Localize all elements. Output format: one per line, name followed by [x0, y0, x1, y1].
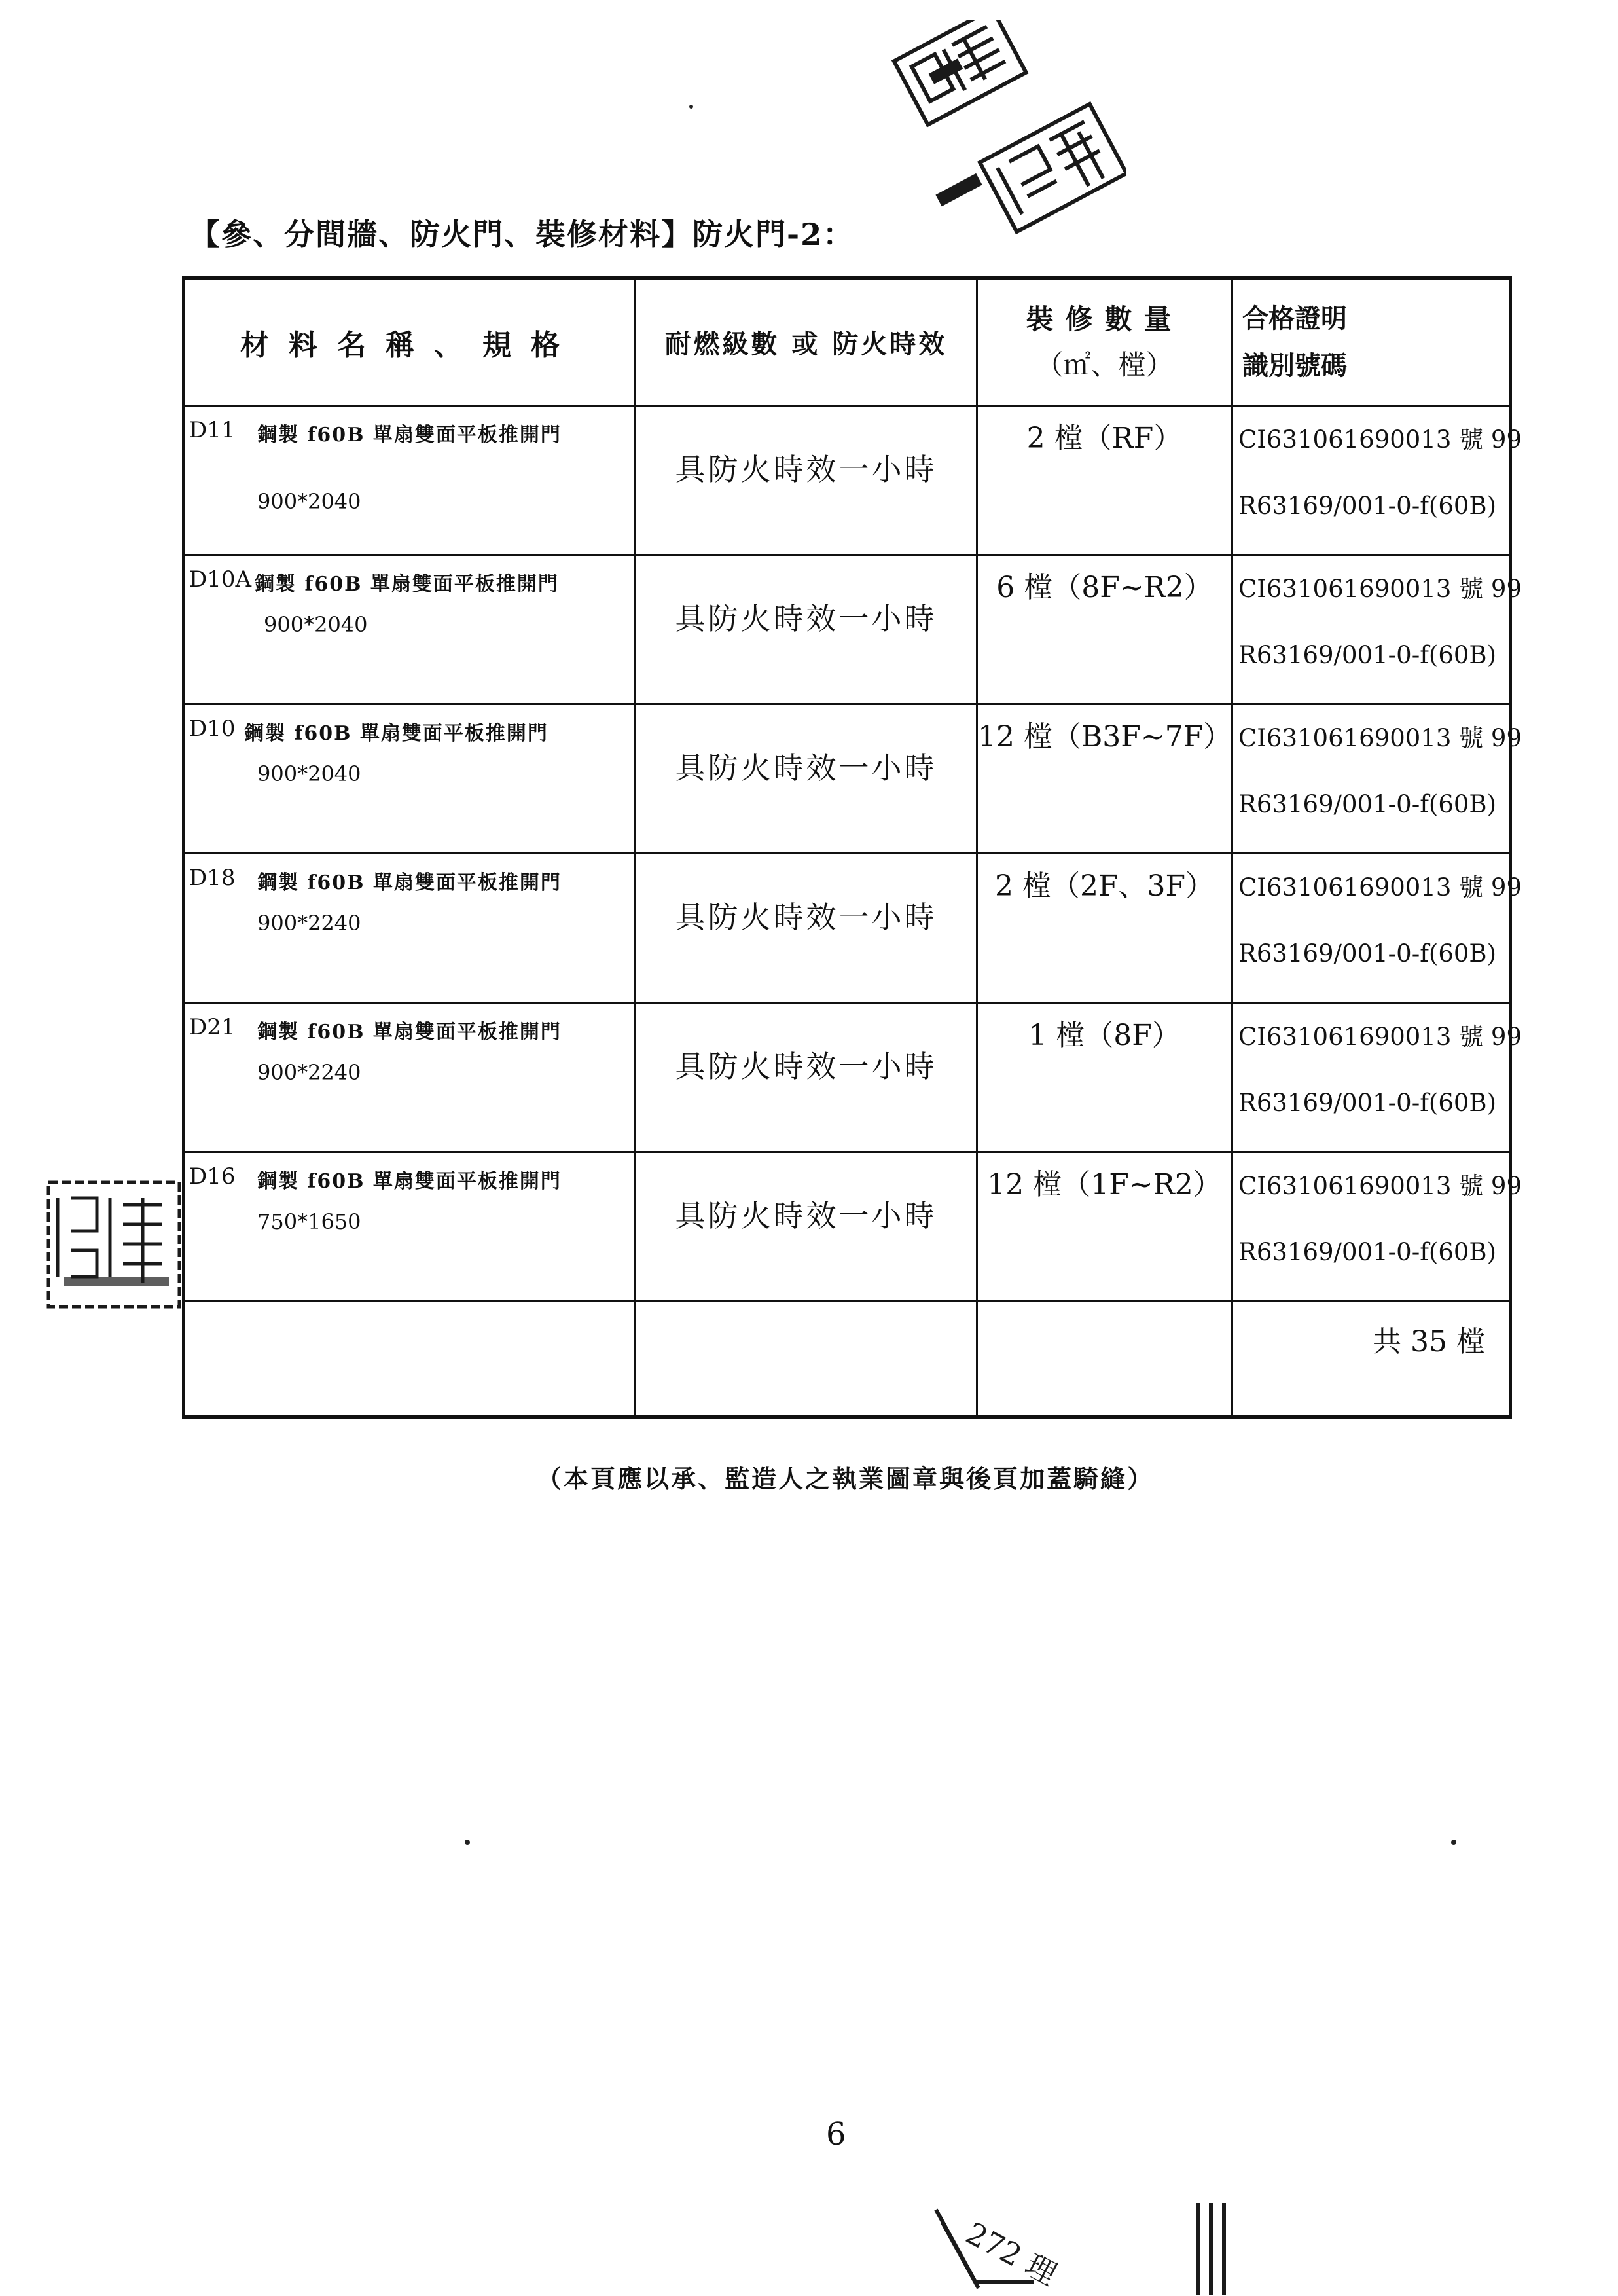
table-row	[184, 1003, 1511, 1152]
certificate-cell	[1232, 1152, 1522, 1302]
quantity-text: 2 樘（RF）	[1026, 422, 1183, 455]
door-description: 鋼製 f60B 單扇雙面平板推開門	[255, 573, 559, 596]
header-cert-line1: 合格證明	[1242, 302, 1347, 334]
page-number: 6	[826, 2116, 846, 2153]
header-quantity	[977, 278, 1232, 406]
material-cell	[184, 1003, 636, 1152]
door-code: D11	[189, 417, 236, 443]
quantity-cell	[977, 1003, 1232, 1152]
fire-rating-cell	[636, 704, 977, 854]
fire-rating-cell	[636, 555, 977, 704]
certificate-id: R63169/001-0-f(60B)	[1238, 939, 1497, 968]
header-certificate	[1232, 278, 1511, 406]
seal-stamp-bottom	[923, 2196, 1237, 2296]
table-row	[184, 704, 1511, 854]
door-size: 750*1650	[257, 1209, 361, 1234]
certificate-number: CI631061690013 號 99	[1238, 1172, 1522, 1200]
material-cell	[184, 704, 636, 854]
speck	[465, 1840, 470, 1845]
empty-cell	[977, 1302, 1232, 1417]
door-code: D10A	[189, 566, 252, 592]
door-description: 鋼製 f60B 單扇雙面平板推開門	[257, 1021, 562, 1044]
fire-rating-text: 具防火時效一小時	[675, 750, 937, 786]
door-code: D16	[189, 1163, 236, 1190]
table-row	[184, 854, 1511, 1003]
quantity-text: 12 樘（1F~R2）	[987, 1168, 1222, 1201]
certificate-number: CI631061690013 號 99	[1238, 426, 1522, 454]
seal-stamp-top	[890, 20, 1126, 236]
certificate-cell	[1232, 406, 1522, 555]
table-total-row	[184, 1302, 1511, 1417]
empty-cell	[184, 1302, 636, 1417]
door-description: 鋼製 f60B 單扇雙面平板推開門	[257, 871, 562, 894]
total-count: 共 35 樘	[1373, 1325, 1485, 1358]
header-quantity-line2: （㎡、樘）	[1035, 348, 1174, 381]
speck	[1451, 1840, 1456, 1845]
seal-stamp-text: 272 理	[960, 2215, 1063, 2293]
fire-rating-text: 具防火時效一小時	[675, 452, 937, 487]
header-material-name: 材料名稱、規格	[184, 278, 636, 406]
quantity-cell	[977, 555, 1232, 704]
certificate-cell	[1232, 1003, 1522, 1152]
door-size: 900*2040	[264, 612, 368, 637]
table-header-row	[184, 278, 1511, 406]
quantity-cell	[977, 704, 1232, 854]
door-size: 900*2040	[257, 489, 361, 514]
fire-rating-cell	[636, 1152, 977, 1302]
fire-rating-text: 具防火時效一小時	[675, 601, 937, 636]
material-cell	[184, 555, 636, 704]
door-description: 鋼製 f60B 單扇雙面平板推開門	[257, 424, 562, 446]
section-title: 【參、分間牆、防火門、裝修材料】防火門-2：	[190, 217, 855, 252]
fire-rating-text: 具防火時效一小時	[675, 1198, 937, 1233]
page-caption: （本頁應以承、監造人之執業圖章與後頁加蓋騎縫）	[537, 1464, 1155, 1493]
door-size: 900*2240	[257, 1060, 361, 1085]
door-description: 鋼製 f60B 單扇雙面平板推開門	[244, 722, 548, 745]
door-code: D21	[189, 1014, 236, 1040]
certificate-cell	[1232, 555, 1522, 704]
door-description: 鋼製 f60B 單扇雙面平板推開門	[257, 1170, 562, 1193]
fire-rating-text: 具防火時效一小時	[675, 900, 937, 935]
quantity-cell	[977, 854, 1232, 1003]
table-row	[184, 555, 1511, 704]
table-row	[184, 406, 1511, 555]
fire-rating-text: 具防火時效一小時	[675, 1049, 937, 1084]
certificate-id: R63169/001-0-f(60B)	[1238, 641, 1497, 669]
door-code: D10	[189, 716, 236, 742]
door-size: 900*2240	[257, 911, 361, 936]
quantity-cell	[977, 1152, 1232, 1302]
certificate-number: CI631061690013 號 99	[1238, 1023, 1522, 1051]
door-code: D18	[189, 865, 236, 891]
certificate-cell	[1232, 854, 1522, 1003]
fire-rating-cell	[636, 406, 977, 555]
header-cert-line2: 識別號碼	[1242, 350, 1347, 381]
certificate-id: R63169/001-0-f(60B)	[1238, 492, 1497, 520]
fire-door-table	[182, 276, 1522, 1419]
empty-cell	[636, 1302, 977, 1417]
quantity-text: 12 樘（B3F~7F）	[978, 720, 1232, 754]
quantity-text: 2 樘（2F、3F）	[994, 869, 1215, 903]
certificate-number: CI631061690013 號 99	[1238, 575, 1522, 603]
fire-rating-cell	[636, 854, 977, 1003]
certificate-id: R63169/001-0-f(60B)	[1238, 790, 1497, 818]
quantity-text: 6 樘（8F~R2）	[996, 571, 1213, 604]
certificate-id: R63169/001-0-f(60B)	[1238, 1089, 1497, 1117]
total-cell	[1232, 1302, 1511, 1417]
fire-rating-cell	[636, 1003, 977, 1152]
table-row	[184, 1152, 1511, 1302]
material-cell	[184, 406, 636, 555]
door-size: 900*2040	[257, 761, 361, 786]
certificate-id: R63169/001-0-f(60B)	[1238, 1238, 1497, 1266]
header-fire-rating: 耐燃級數 或 防火時效	[636, 278, 977, 406]
certificate-number: CI631061690013 號 99	[1238, 873, 1522, 902]
quantity-text: 1 樘（8F）	[1028, 1019, 1181, 1052]
seal-stamp-left	[45, 1178, 189, 1309]
certificate-cell	[1232, 704, 1522, 854]
certificate-number: CI631061690013 號 99	[1238, 724, 1522, 752]
material-cell	[184, 854, 636, 1003]
quantity-cell	[977, 406, 1232, 555]
material-cell	[184, 1152, 636, 1302]
speck	[689, 105, 693, 109]
header-quantity-line1: 裝修數量	[1026, 302, 1183, 335]
